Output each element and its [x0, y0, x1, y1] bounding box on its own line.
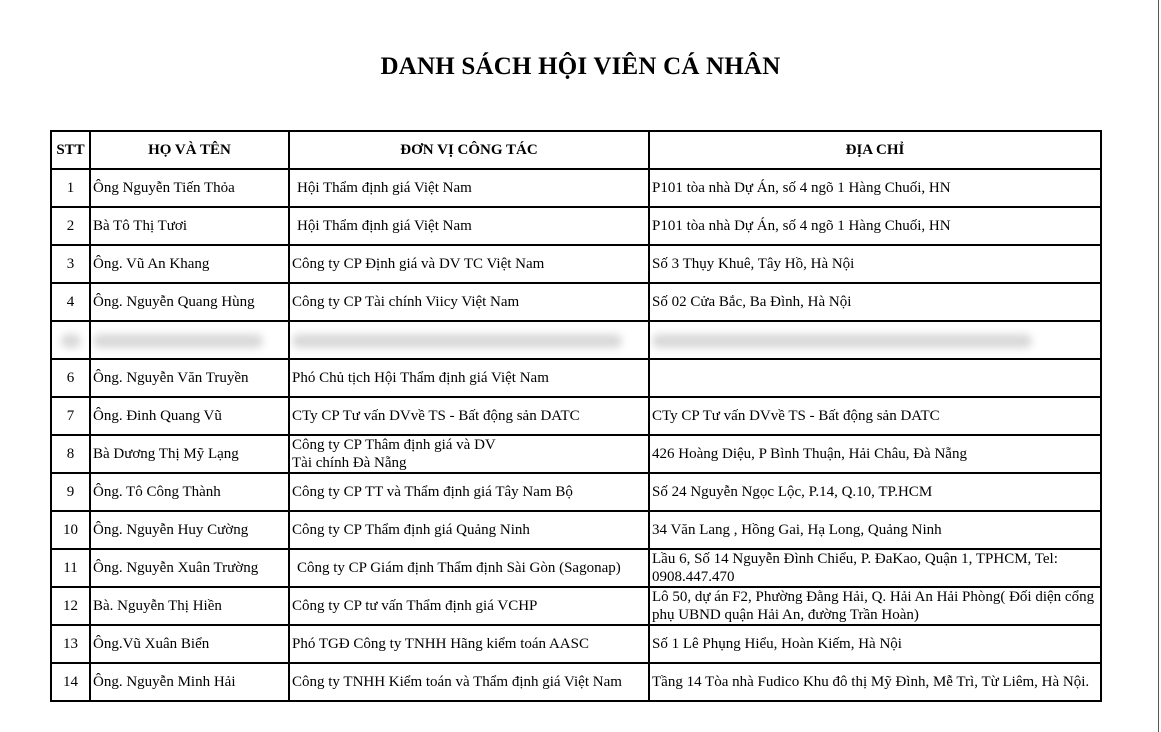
cell-stt: 3 [51, 245, 90, 283]
cell-stt: 7 [51, 397, 90, 435]
cell-name-redacted [90, 321, 289, 359]
cell-address: Lầu 6, Số 14 Nguyễn Đình Chiểu, P. ĐaKao, Quận 1, TPHCM, Tel: 0908.447.470 [649, 549, 1101, 587]
cell-address: Số 02 Cửa Bắc, Ba Đình, Hà Nội [649, 283, 1101, 321]
cell-stt: 8 [51, 435, 90, 473]
table-row [51, 663, 1101, 701]
redaction-blur [61, 334, 81, 348]
cell-unit-line: Tài chính Đà Nẵng [292, 455, 407, 471]
cell-name: Ông. Nguyễn Minh Hải [90, 663, 289, 701]
cell-address-redacted [649, 321, 1101, 359]
table-row [51, 511, 1101, 549]
cell-name: Ông. Nguyễn Quang Hùng [90, 283, 289, 321]
cell-stt: 9 [51, 473, 90, 511]
cell-address [649, 359, 1101, 397]
cell-unit: Phó Chủ tịch Hội Thẩm định giá Việt Nam [289, 359, 649, 397]
cell-unit [289, 435, 649, 473]
table-row [51, 397, 1101, 435]
cell-stt: 4 [51, 283, 90, 321]
cell-unit: Hội Thẩm định giá Việt Nam [289, 169, 649, 207]
cell-unit: Công ty CP tư vấn Thẩm định giá VCHP [289, 587, 649, 625]
cell-unit: Công ty TNHH Kiểm toán và Thẩm định giá Việt Nam [289, 663, 649, 701]
table-row [51, 625, 1101, 663]
cell-address: 426 Hoàng Diệu, P Bình Thuận, Hải Châu, Đà Nẵng [649, 435, 1101, 473]
cell-stt: 11 [51, 549, 90, 587]
cell-address: 34 Văn Lang , Hồng Gai, Hạ Long, Quảng Ninh [649, 511, 1101, 549]
cell-name: Ông Nguyễn Tiến Thỏa [90, 169, 289, 207]
header-name: HỌ VÀ TÊN [90, 131, 289, 169]
cell-stt: 14 [51, 663, 90, 701]
cell-name: Ông. Tô Công Thành [90, 473, 289, 511]
cell-name: Ông.Vũ Xuân Biển [90, 625, 289, 663]
cell-name: Bà. Nguyễn Thị Hiền [90, 587, 289, 625]
page-title: DANH SÁCH HỘI VIÊN CÁ NHÂN [380, 53, 781, 80]
header-stt: STT [51, 131, 90, 169]
cell-address: CTy CP Tư vấn DVvề TS - Bất động sản DATC [649, 397, 1101, 435]
table-row [51, 207, 1101, 245]
table-row [51, 245, 1101, 283]
cell-stt: 10 [51, 511, 90, 549]
table-row [51, 359, 1101, 397]
table-row [51, 473, 1101, 511]
cell-name: Bà Dương Thị Mỹ Lạng [90, 435, 289, 473]
redaction-blur [292, 334, 622, 348]
page-edge-line [1158, 0, 1159, 732]
cell-stt-redacted [51, 321, 90, 359]
cell-name: Ông. Nguyễn Xuân Trường [90, 549, 289, 587]
cell-unit: Công ty CP Tài chính Viicy Việt Nam [289, 283, 649, 321]
cell-address: P101 tòa nhà Dự Án, số 4 ngõ 1 Hàng Chuối, HN [649, 169, 1101, 207]
cell-unit: Công ty CP TT và Thẩm định giá Tây Nam Bộ [289, 473, 649, 511]
cell-stt: 6 [51, 359, 90, 397]
cell-unit: Phó TGĐ Công ty TNHH Hãng kiểm toán AASC [289, 625, 649, 663]
table-header-row [51, 131, 1101, 169]
cell-stt: 2 [51, 207, 90, 245]
cell-name: Ông. Đinh Quang Vũ [90, 397, 289, 435]
cell-address: Lô 50, dự án F2, Phường Đằng Hải, Q. Hải An Hải Phòng( Đối diện cổng phụ UBND quận Hải An, đường Trần Hoàn) [649, 587, 1101, 625]
cell-unit: Công ty CP Giám định Thẩm định Sài Gòn (Sagonap) [289, 549, 649, 587]
cell-address: Số 1 Lê Phụng Hiểu, Hoàn Kiếm, Hà Nội [649, 625, 1101, 663]
members-table [50, 130, 1102, 702]
redaction-blur [93, 334, 263, 348]
table-row [51, 435, 1101, 473]
cell-unit-redacted [289, 321, 649, 359]
table-row [51, 587, 1101, 625]
cell-address: Tầng 14 Tòa nhà Fudico Khu đô thị Mỹ Đình, Mễ Trì, Từ Liêm, Hà Nội. [649, 663, 1101, 701]
header-address: ĐỊA CHỈ [649, 131, 1101, 169]
cell-name: Ông. Nguyễn Văn Truyền [90, 359, 289, 397]
cell-name: Ông. Vũ An Khang [90, 245, 289, 283]
table-row [51, 283, 1101, 321]
cell-unit: CTy CP Tư vấn DVvề TS - Bất động sản DATC [289, 397, 649, 435]
cell-name: Bà Tô Thị Tươi [90, 207, 289, 245]
header-unit: ĐƠN VỊ CÔNG TÁC [289, 131, 649, 169]
cell-stt: 12 [51, 587, 90, 625]
table-row-redacted [51, 321, 1101, 359]
cell-stt: 13 [51, 625, 90, 663]
cell-stt: 1 [51, 169, 90, 207]
cell-address: Số 3 Thụy Khuê, Tây Hồ, Hà Nội [649, 245, 1101, 283]
table-row [51, 549, 1101, 587]
cell-unit: Công ty CP Định giá và DV TC Việt Nam [289, 245, 649, 283]
cell-name: Ông. Nguyễn Huy Cường [90, 511, 289, 549]
table-row [51, 169, 1101, 207]
cell-address: Số 24 Nguyễn Ngọc Lộc, P.14, Q.10, TP.HCM [649, 473, 1101, 511]
redaction-blur [652, 334, 1032, 348]
cell-unit: Công ty CP Thẩm định giá Quảng Ninh [289, 511, 649, 549]
cell-unit: Hội Thẩm định giá Việt Nam [289, 207, 649, 245]
cell-address: P101 tòa nhà Dự Án, số 4 ngõ 1 Hàng Chuối, HN [649, 207, 1101, 245]
cell-unit-line: Công ty CP Thâm định giá và DV [292, 437, 496, 453]
